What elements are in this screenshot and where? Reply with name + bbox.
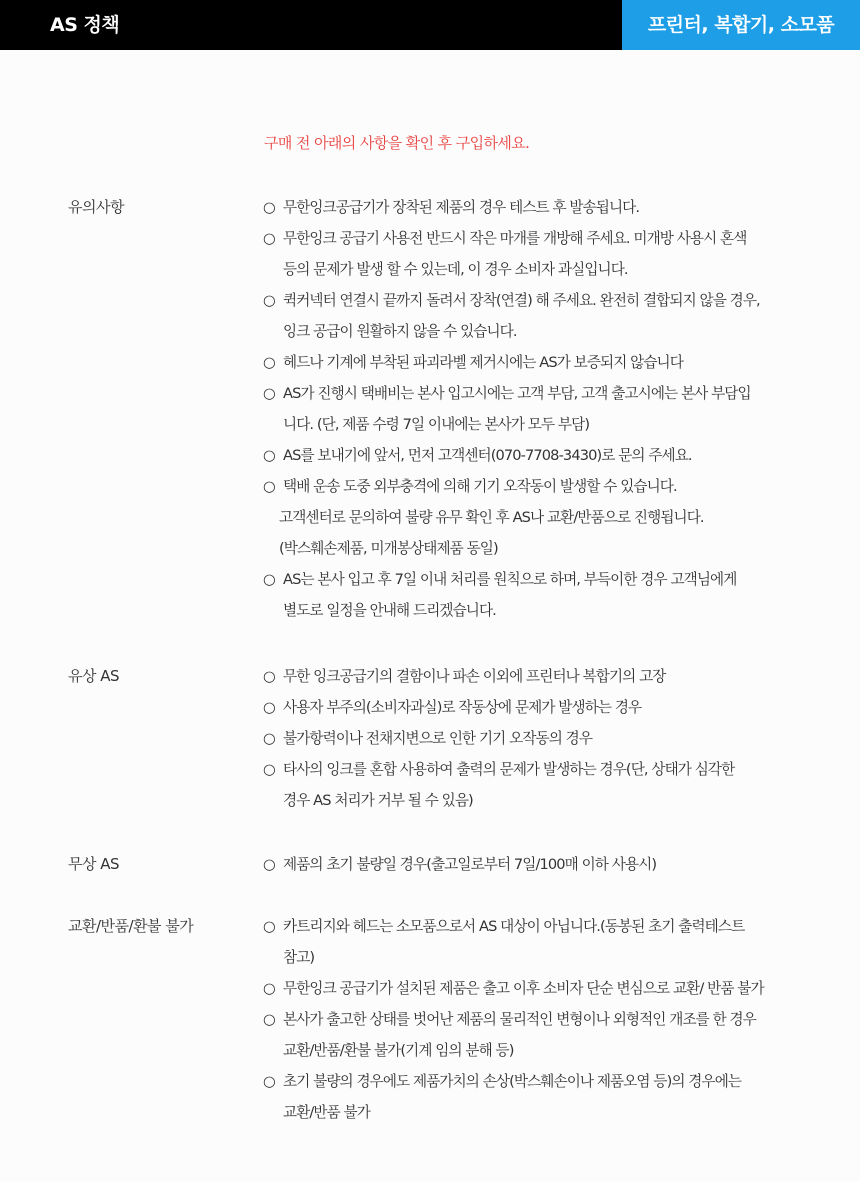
circle-bullet-icon: ○ <box>263 478 275 495</box>
item-text: 무한 잉크공급기의 결함이나 파손 이외에 프린터나 복합기의 고장 <box>283 668 666 685</box>
circle-bullet-icon: ○ <box>263 230 275 247</box>
list-item <box>263 1004 853 1066</box>
section-label: 유의사항 <box>68 198 124 216</box>
page-title: AS 정책 <box>50 14 120 36</box>
category-badge: 프린터, 복합기, 소모품 <box>622 0 860 50</box>
list-item <box>263 378 853 440</box>
list-item <box>263 285 853 347</box>
section-items <box>263 192 853 626</box>
item-text-continued: 교환/반품/환불 불가(기계 임의 분해 등) <box>283 1042 514 1059</box>
item-text-continued: 별도로 일정을 안내해 드리겠습니다. <box>283 602 496 619</box>
item-text-continued: 참고) <box>283 949 315 966</box>
item-text-continued: 등의 문제가 발생 할 수 있는데, 이 경우 소비자 과실입니다. <box>283 261 628 278</box>
section-items <box>263 849 853 880</box>
circle-bullet-icon: ○ <box>263 699 275 716</box>
circle-bullet-icon: ○ <box>263 354 275 371</box>
item-text: 초기 불량의 경우에도 제품가치의 손상(박스훼손이나 제품오염 등)의 경우에는 <box>283 1073 742 1090</box>
circle-bullet-icon: ○ <box>263 856 275 873</box>
purchase-notice: 구매 전 아래의 사항을 확인 후 구입하세요. <box>264 134 530 152</box>
list-item <box>263 564 853 626</box>
circle-bullet-icon: ○ <box>263 1073 275 1090</box>
list-item <box>263 692 853 723</box>
item-text: 헤드나 기계에 부착된 파괴라벨 제거시에는 AS가 보증되지 않습니다 <box>283 354 683 371</box>
circle-bullet-icon: ○ <box>263 571 275 588</box>
item-text-continued: 잉크 공급이 원활하지 않을 수 있습니다. <box>283 323 517 340</box>
item-text-continued: 니다. (단, 제품 수령 7일 이내에는 본사가 모두 부담) <box>283 416 590 433</box>
circle-bullet-icon: ○ <box>263 447 275 464</box>
list-item <box>263 973 853 1004</box>
item-text-continued: 교환/반품 불가 <box>283 1104 370 1121</box>
section-items <box>263 911 853 1128</box>
section-items <box>263 661 853 816</box>
list-item <box>263 347 853 378</box>
item-text: 고객센터로 문의하여 불량 유무 확인 후 AS나 교환/반품으로 진행됩니다. <box>279 509 704 526</box>
list-item <box>263 723 853 754</box>
list-item <box>263 192 853 223</box>
item-text: 본사가 출고한 상태를 벗어난 제품의 물리적인 변형이나 외형적인 개조를 한 경우 <box>283 1011 756 1028</box>
circle-bullet-icon: ○ <box>263 1011 275 1028</box>
item-text: 퀵커넥터 연결시 끝까지 돌려서 장착(연결) 해 주세요. 완전히 결합되지 않을 경우, <box>283 292 760 309</box>
section-label: 유상 AS <box>68 667 120 685</box>
item-text: AS는 본사 입고 후 7일 이내 처리를 원칙으로 하며, 부득이한 경우 고객님에게 <box>283 571 737 588</box>
header-bar <box>0 0 860 50</box>
circle-bullet-icon: ○ <box>263 292 275 309</box>
circle-bullet-icon: ○ <box>263 980 275 997</box>
item-text: 카트리지와 헤드는 소모품으로서 AS 대상이 아닙니다.(동봉된 초기 출력테스트 <box>283 918 745 935</box>
item-text: AS가 진행시 택배비는 본사 입고시에는 고객 부담, 고객 출고시에는 본사 부담입 <box>283 385 751 402</box>
item-text: 사용자 부주의(소비자과실)로 작동상에 문제가 발생하는 경우 <box>283 699 642 716</box>
item-text: 타사의 잉크를 혼합 사용하여 출력의 문제가 발생하는 경우(단, 상태가 심각한 <box>283 761 735 778</box>
item-text: 제품의 초기 불량일 경우(출고일로부터 7일/100매 이하 사용시) <box>283 856 657 873</box>
item-text: (박스훼손제품, 미개봉상태제품 동일) <box>279 540 498 557</box>
list-item <box>263 661 853 692</box>
list-item <box>263 1066 853 1128</box>
list-item <box>263 533 853 564</box>
item-text: 불가항력이나 전채지변으로 인한 기기 오작동의 경우 <box>283 730 593 747</box>
list-item <box>263 440 853 471</box>
item-text: 무한잉크 공급기 사용전 반드시 작은 마개를 개방해 주세요. 미개방 사용시 혼색 <box>283 230 747 247</box>
circle-bullet-icon: ○ <box>263 761 275 778</box>
list-item <box>263 223 853 285</box>
list-item <box>263 849 853 880</box>
item-text: 무한잉크공급기가 장착된 제품의 경우 테스트 후 발송됩니다. <box>283 199 640 216</box>
item-text-continued: 경우 AS 처리가 거부 될 수 있음) <box>283 792 473 809</box>
section-label: 교환/반품/환불 불가 <box>68 917 194 935</box>
item-text: 택배 운송 도중 외부충격에 의해 기기 오작동이 발생할 수 있습니다. <box>283 478 677 495</box>
list-item <box>263 471 853 502</box>
item-text: 무한잉크 공급기가 설치된 제품은 출고 이후 소비자 단순 변심으로 교환/ 반품 불가 <box>283 980 764 997</box>
list-item <box>263 911 853 973</box>
list-item <box>263 754 853 816</box>
circle-bullet-icon: ○ <box>263 385 275 402</box>
circle-bullet-icon: ○ <box>263 199 275 216</box>
list-item <box>263 502 853 533</box>
circle-bullet-icon: ○ <box>263 730 275 747</box>
circle-bullet-icon: ○ <box>263 668 275 685</box>
circle-bullet-icon: ○ <box>263 918 275 935</box>
section-label: 무상 AS <box>68 855 120 873</box>
item-text: AS를 보내기에 앞서, 먼저 고객센터(070-7708-3430)로 문의 주세요. <box>283 447 692 464</box>
